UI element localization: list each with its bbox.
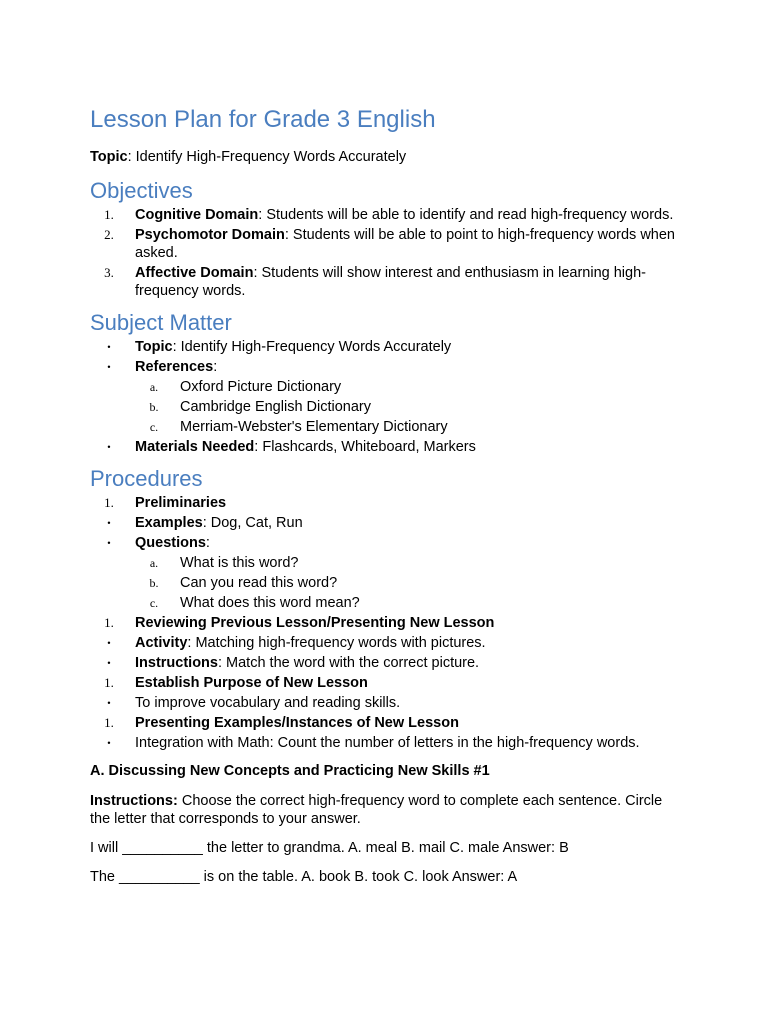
item-text: : Identify High-Frequency Words Accurately — [172, 339, 452, 355]
list-item — [90, 734, 680, 752]
list-item — [90, 534, 680, 552]
item-text: Cambridge English Dictionary — [180, 399, 371, 415]
objective-label: Psychomotor Domain — [135, 227, 285, 243]
practice-question: The __________ is on the table. A. book B. took C. look Answer: A — [90, 869, 518, 885]
instructions-text: Choose the correct high-frequency word to complete each sentence. Circle the letter that corresponds to your answer. — [90, 793, 663, 827]
item-text: : — [213, 359, 218, 375]
item-text: : Dog, Cat, Run — [202, 515, 303, 531]
item-label: Questions — [135, 535, 206, 551]
step-label: Establish Purpose of New Lesson — [135, 675, 368, 691]
question-item — [90, 574, 680, 592]
item-label: Topic — [135, 339, 173, 355]
list-item — [90, 358, 680, 376]
item-label: Materials Needed — [135, 439, 255, 455]
item-text: To improve vocabulary and reading skills. — [135, 695, 401, 711]
objectives-heading: Objectives — [90, 178, 193, 203]
list-number: 3. — [104, 265, 114, 280]
list-item — [90, 338, 680, 356]
list-number: 1. — [104, 495, 114, 510]
reference-item — [90, 398, 680, 416]
bullet-icon: • — [107, 362, 111, 372]
objective-text: : Students will show interest and enthusiasm in learning high-frequency words. — [135, 265, 646, 299]
step-label: Presenting Examples/Instances of New Lesson — [135, 715, 459, 731]
question-item — [90, 594, 680, 612]
objective-text: : Students will be able to point to high-frequency words when asked. — [135, 227, 675, 261]
item-label: Instructions — [135, 655, 218, 671]
item-text: : — [205, 535, 210, 551]
objective-label: Affective Domain — [135, 265, 254, 281]
subject-matter-list — [90, 338, 680, 456]
item-text: What is this word? — [180, 555, 299, 571]
list-item — [90, 694, 680, 712]
list-number: 2. — [104, 227, 114, 242]
objectives-list — [90, 206, 680, 300]
item-text: Can you read this word? — [180, 575, 338, 591]
list-number: 1. — [104, 207, 114, 222]
list-item — [90, 514, 680, 532]
bullet-icon: • — [107, 538, 111, 548]
bullet-icon: • — [107, 658, 111, 668]
objective-item — [90, 206, 680, 224]
item-text: : Match the word with the correct picture. — [217, 655, 480, 671]
topic-line — [90, 148, 680, 166]
procedures-heading: Procedures — [90, 466, 203, 491]
procedure-step — [90, 614, 680, 632]
list-letter: b. — [149, 400, 159, 414]
reference-item — [90, 418, 680, 436]
procedures-list — [90, 494, 680, 752]
item-label: Activity — [135, 635, 188, 651]
item-text: What does this word mean? — [180, 595, 360, 611]
item-label: Examples — [135, 515, 203, 531]
reference-item — [90, 378, 680, 396]
list-letter: c. — [149, 420, 159, 434]
item-text: : Flashcards, Whiteboard, Markers — [254, 439, 476, 455]
page-title: Lesson Plan for Grade 3 English — [90, 106, 436, 133]
procedure-step — [90, 674, 680, 692]
discussing-instructions — [90, 792, 680, 828]
subject-matter-heading: Subject Matter — [90, 310, 232, 335]
objective-item — [90, 226, 680, 262]
bullet-icon: • — [107, 738, 111, 748]
bullet-icon: • — [107, 698, 111, 708]
instructions-label: Instructions: — [90, 793, 178, 809]
list-number: 1. — [104, 715, 114, 730]
list-letter: a. — [149, 556, 159, 570]
bullet-icon: • — [107, 442, 111, 452]
list-item — [90, 634, 680, 652]
step-label: Reviewing Previous Lesson/Presenting New Lesson — [135, 615, 495, 631]
item-text: : Matching high-frequency words with pictures. — [187, 635, 486, 651]
step-label: Preliminaries — [135, 495, 227, 511]
objective-label: Cognitive Domain — [135, 207, 259, 223]
list-number: 1. — [104, 615, 114, 630]
bullet-icon: • — [107, 518, 111, 528]
procedure-step — [90, 714, 680, 732]
objective-item — [90, 264, 680, 300]
list-letter: b. — [149, 576, 159, 590]
objective-text: : Students will be able to identify and read high-frequency words. — [258, 207, 674, 223]
question-item — [90, 554, 680, 572]
item-label: References — [135, 359, 214, 375]
list-number: 1. — [104, 675, 114, 690]
topic-label: Topic — [90, 149, 128, 165]
discussing-heading: A. Discussing New Concepts and Practicing New Skills #1 — [90, 763, 490, 779]
procedure-step — [90, 494, 680, 512]
bullet-icon: • — [107, 342, 111, 352]
practice-question: I will __________ the letter to grandma. A. meal B. mail C. male Answer: B — [90, 840, 569, 856]
item-text: Merriam-Webster's Elementary Dictionary — [180, 419, 448, 435]
list-letter: a. — [149, 380, 159, 394]
list-item — [90, 438, 680, 456]
item-text: Oxford Picture Dictionary — [180, 379, 342, 395]
list-letter: c. — [149, 596, 159, 610]
document-content — [90, 104, 680, 897]
topic-text: : Identify High-Frequency Words Accurately — [127, 149, 407, 165]
bullet-icon: • — [107, 638, 111, 648]
list-item — [90, 654, 680, 672]
item-text: Integration with Math: Count the number of letters in the high-frequency words. — [135, 735, 640, 751]
